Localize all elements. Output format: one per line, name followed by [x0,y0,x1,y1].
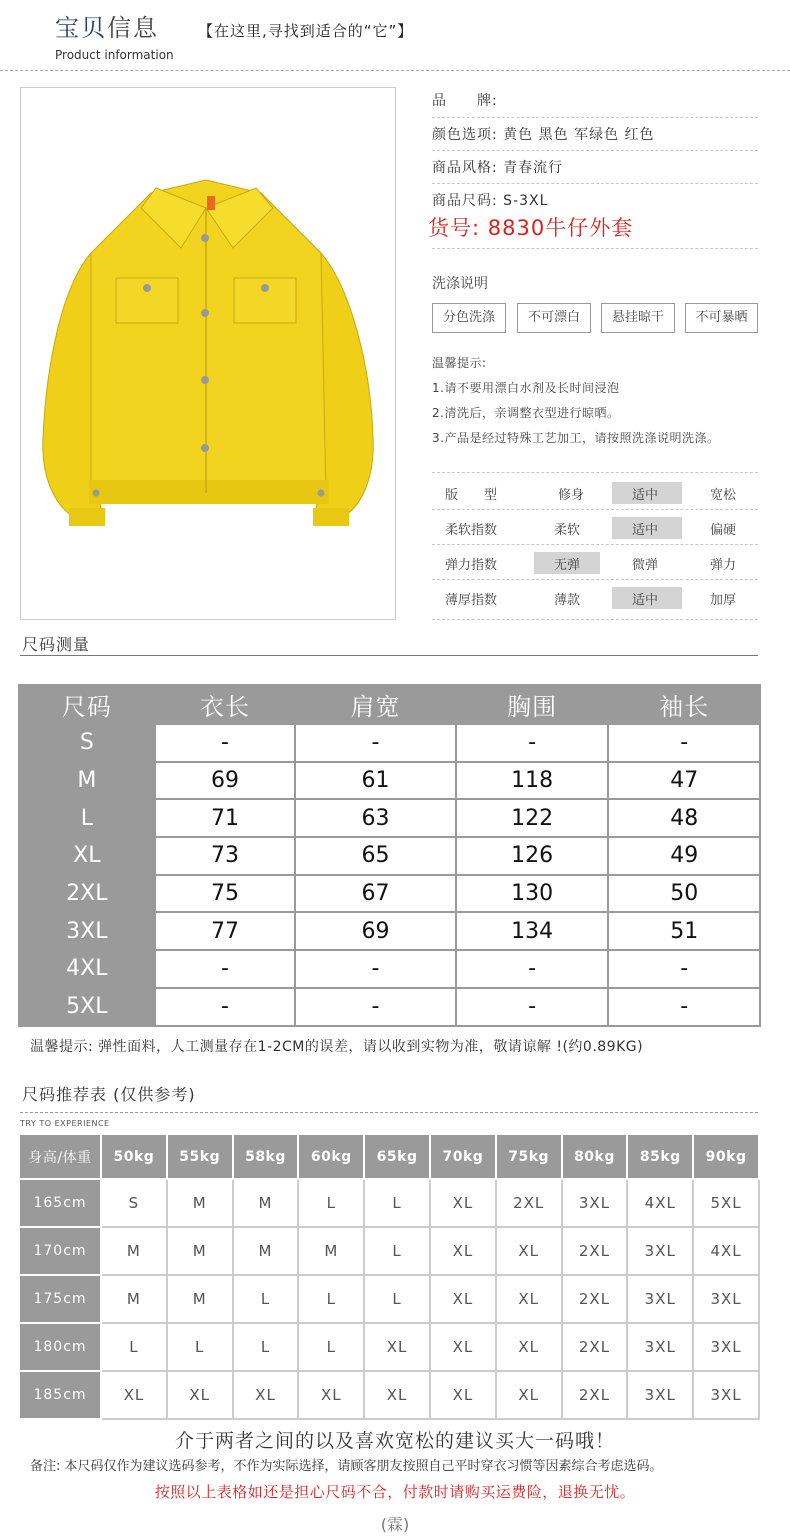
table-cell: 61 [295,762,456,800]
table-cell: 2XL [496,1179,562,1227]
column-header: 胸围 [456,685,609,724]
table-cell: XL [496,1371,562,1419]
footer-mark: (霖) [380,1515,410,1534]
tips-line: 1.请不要用漂白水剂及长时间浸泡 [432,381,620,395]
attribute-option: 偏硬 [710,523,737,538]
table-cell: L [298,1275,364,1323]
divider [20,655,758,656]
spec-sku: 货号: 8830牛仔外套 [428,216,634,240]
measurement-note: 温馨提示: 弹性面料，人工测量存在1-2CM的误差，请以收到实物为准，敬请谅解 !(约0.89KG) [30,1039,644,1055]
table-cell: L [233,1275,299,1323]
table-cell: M [101,1227,167,1275]
washing-chip: 不可暴晒 [685,303,758,333]
column-header: 75kg [496,1134,562,1179]
table-cell: 3XL [627,1323,693,1371]
table-cell: 4XL [693,1227,759,1275]
attribute-option: 薄款 [554,593,581,608]
section-title: 宝贝信息 [55,14,159,42]
table-cell: XL [430,1275,496,1323]
table-cell: - [155,724,296,762]
table-row [19,1179,759,1227]
table-cell: 73 [155,837,296,875]
table-cell: - [155,988,296,1026]
table-row [19,1275,759,1323]
attribute-option: 适中 [632,523,659,538]
table-cell: XL [430,1323,496,1371]
column-header: 袖长 [608,685,760,724]
divider [432,544,758,545]
attribute-option: 适中 [632,593,659,608]
table-cell: 2XL [562,1227,628,1275]
table-row [19,1371,759,1419]
table-cell: 3XL [693,1275,759,1323]
column-header: 60kg [298,1134,364,1179]
table-cell: 51 [608,912,760,950]
table-cell: XL [496,1275,562,1323]
table-cell: 5XL [693,1179,759,1227]
table-cell: XL [167,1371,233,1419]
recommend-table [18,1133,760,1420]
section-subtitle: Product information [55,48,174,62]
attribute-row-softness [432,511,758,545]
table-cell: 65 [295,837,456,875]
table-cell: XL [430,1179,496,1227]
table-cell: 63 [295,799,456,837]
table-cell: XL [233,1371,299,1419]
table-cell: L [167,1323,233,1371]
table-cell: L [298,1179,364,1227]
table-cell: 126 [456,837,609,875]
tips-line: 3.产品是经过特殊工艺加工，请按照洗涤说明洗涤。 [432,431,720,445]
attribute-label: 柔软指数 [445,523,498,538]
table-row [19,724,760,762]
attribute-row-fit [432,476,758,510]
table-cell: 4XL [627,1179,693,1227]
table-cell: M [298,1227,364,1275]
table-cell: 118 [456,762,609,800]
table-cell: L [233,1323,299,1371]
table-cell: M [167,1179,233,1227]
table-cell: S [101,1179,167,1227]
column-header: 55kg [167,1134,233,1179]
table-cell: 3XL [627,1227,693,1275]
table-cell: 71 [155,799,296,837]
table-cell: 134 [456,912,609,950]
tips-line: 2.清洗后，亲调整衣型进行晾晒。 [432,406,620,420]
table-row [19,912,760,950]
attribute-row-thickness [432,581,758,615]
washing-title: 洗涤说明 [432,276,488,292]
size-cell: M [19,762,155,800]
height-cell: 165cm [19,1179,101,1227]
washing-chip: 不可漂白 [517,303,591,333]
table-cell: 77 [155,912,296,950]
divider [0,70,790,71]
table-cell: XL [430,1227,496,1275]
height-cell: 175cm [19,1275,101,1323]
size-section-title: 尺码测量 [22,635,91,654]
table-cell: 2XL [562,1371,628,1419]
table-cell: 2XL [562,1275,628,1323]
table-cell: 3XL [693,1323,759,1371]
column-header: 身高/体重 [19,1134,101,1179]
size-cell: 3XL [19,912,155,950]
table-cell: 3XL [693,1371,759,1419]
table-cell: 50 [608,875,760,913]
shipping-insurance-note: 按照以上表格如还是担心尺码不合，付款时请购买运费险，退换无忧。 [154,1483,636,1501]
attribute-option: 修身 [558,488,585,503]
section-tagline: 【在这里,寻找到适合的“它”】 [198,22,414,40]
table-row [19,1323,759,1371]
washing-chip: 悬挂晾干 [601,303,675,333]
table-cell: 3XL [562,1179,628,1227]
table-cell: 130 [456,875,609,913]
table-cell: L [364,1275,430,1323]
attribute-row-elasticity [432,546,758,580]
table-cell: 3XL [627,1371,693,1419]
remark-note: 备注: 本尺码仅作为建议选码参考，不作为实际选择，请顾客朋友按照自己平时穿衣习惯等因素综合考虑选码。 [30,1459,663,1474]
table-cell: XL [496,1323,562,1371]
table-cell: 122 [456,799,609,837]
column-header: 65kg [364,1134,430,1179]
table-cell: L [364,1227,430,1275]
divider [432,117,758,118]
recommend-section-title: 尺码推荐表 (仅供参考) [22,1085,196,1104]
size-advice: 介于两者之间的以及喜欢宽松的建议买大一码哦！ [174,1430,615,1452]
table-row [19,762,760,800]
column-header: 50kg [101,1134,167,1179]
table-cell: - [456,724,609,762]
spec-brand: 品 牌: [432,93,498,109]
page-header [0,0,790,80]
table-cell: XL [496,1227,562,1275]
table-cell: - [608,724,760,762]
attribute-option: 弹力 [710,558,737,573]
column-header: 70kg [430,1134,496,1179]
table-cell: 49 [608,837,760,875]
table-row [19,875,760,913]
height-cell: 170cm [19,1227,101,1275]
table-cell: - [456,950,609,988]
table-cell: - [456,988,609,1026]
table-cell: 75 [155,875,296,913]
table-cell: - [295,724,456,762]
size-cell: XL [19,837,155,875]
divider [432,150,758,151]
attribute-option: 柔软 [554,523,581,538]
table-cell: L [101,1323,167,1371]
table-cell: 67 [295,875,456,913]
table-cell: 2XL [562,1323,628,1371]
table-cell: - [295,988,456,1026]
attribute-label: 版 型 [445,488,498,503]
table-cell: - [608,988,760,1026]
divider [432,619,758,620]
size-cell: 4XL [19,950,155,988]
spec-style: 商品风格: 青春流行 [432,160,564,176]
tips-title: 温馨提示: [432,356,487,370]
size-cell: S [19,724,155,762]
divider [432,472,758,473]
size-cell: 2XL [19,875,155,913]
column-header: 肩宽 [295,685,456,724]
table-row [19,988,760,1026]
yellow-denim-jacket-image [21,88,395,619]
column-header: 衣长 [155,685,296,724]
attribute-option: 宽松 [710,488,737,503]
table-cell: 3XL [627,1275,693,1323]
table-cell: M [167,1275,233,1323]
table-cell: M [233,1179,299,1227]
table-cell: 48 [608,799,760,837]
attribute-option: 无弹 [554,558,581,573]
spec-sizes: 商品尺码: S-3XL [432,193,549,209]
attribute-label: 弹力指数 [445,558,498,573]
try-label: TRY TO EXPERIENCE [20,1119,110,1128]
table-cell: XL [430,1371,496,1419]
washing-chip: 分色洗涤 [432,303,506,333]
table-header-row [19,685,760,724]
table-cell: M [233,1227,299,1275]
attribute-label: 薄厚指数 [445,593,498,608]
table-cell: M [167,1227,233,1275]
table-cell: 69 [155,762,296,800]
height-cell: 180cm [19,1323,101,1371]
height-cell: 185cm [19,1371,101,1419]
divider [432,509,758,510]
attribute-option: 加厚 [710,593,737,608]
table-cell: 47 [608,762,760,800]
table-row [19,799,760,837]
table-cell: M [101,1275,167,1323]
table-cell: L [298,1323,364,1371]
table-cell: XL [298,1371,364,1419]
table-cell: - [608,950,760,988]
table-row [19,950,760,988]
column-header: 58kg [233,1134,299,1179]
spec-colors: 颜色选项: 黄色 黑色 军绿色 红色 [432,127,655,143]
table-cell: 69 [295,912,456,950]
column-header: 85kg [627,1134,693,1179]
divider [432,579,758,580]
table-header-row [19,1134,759,1179]
table-cell: - [295,950,456,988]
size-cell: L [19,799,155,837]
column-header: 80kg [562,1134,628,1179]
table-row [19,1227,759,1275]
divider [432,248,758,249]
table-row [19,837,760,875]
table-cell: L [364,1179,430,1227]
product-image [20,87,396,620]
column-header: 90kg [693,1134,759,1179]
attribute-option: 微弹 [632,558,659,573]
table-cell: XL [101,1371,167,1419]
divider [20,1112,758,1113]
table-cell: XL [364,1323,430,1371]
column-header: 尺码 [19,685,155,724]
table-cell: - [155,950,296,988]
table-cell: XL [364,1371,430,1419]
divider [432,183,758,184]
size-cell: 5XL [19,988,155,1026]
size-table [18,684,761,1027]
attribute-option: 适中 [632,488,659,503]
